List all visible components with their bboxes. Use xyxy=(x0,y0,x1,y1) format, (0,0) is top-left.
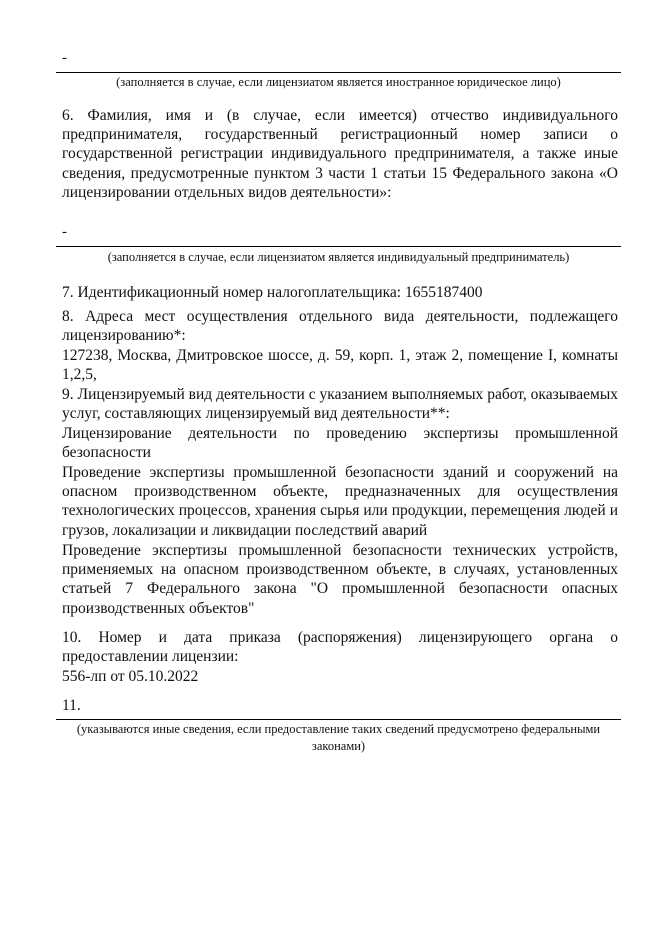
sec8-address: 127238, Москва, Дмитровское шоссе, д. 59, корп. 1, этаж 2, помещение I, комнаты 1,2,5, xyxy=(62,347,618,384)
sec5-rule xyxy=(56,72,621,73)
sec11-rule xyxy=(56,719,621,720)
sec11-number: 11. xyxy=(62,697,81,714)
sec5-note: (заполняется в случае, если лицензиатом является иностранное юридическое лицо) xyxy=(116,75,561,89)
sec9-heading: 9. Лицензируемый вид деятельности с указанием выполняемых работ, оказываемых услуг, составляющих лицензируемый вид деятельности**: xyxy=(62,386,618,423)
sec6-rule xyxy=(56,246,621,247)
sec6-heading: 6. Фамилия, имя и (в случае, если имеется) отчество индивидуального предпринимателя, государственный регистрационный номер записи о государственной регистрации индивидуального предпринимателя, а также иные сведения, предусмотренные пунктом 3 части 1 статьи 15 Федерального закона «О лицензировании отдельных видов деятельности»: xyxy=(62,107,618,201)
sec5-value: - xyxy=(62,50,67,66)
sec9-item-2: Проведение экспертизы промышленной безопасности зданий и сооружений на опасном производственном объекте, предназначенных для осуществления технологических процессов, хранения сырья или продукции, перемещения людей и грузов, локализации и ликвидации последствий аварий xyxy=(62,464,618,539)
sec9-item-1: Лицензирование деятельности по проведению экспертизы промышленной безопасности xyxy=(62,425,618,462)
sec7-inn: 7. Идентификационный номер налогоплательщика: 1655187400 xyxy=(62,284,483,301)
sec9-item-3: Проведение экспертизы промышленной безопасности технических устройств, применяемых на опасном производственном объекте, в случаях, установленных статьей 7 Федерального закона "О промышленной безопасности опасных производственных объектов" xyxy=(62,542,618,617)
sec8-heading: 8. Адреса мест осуществления отдельного вида деятельности, подлежащего лицензированию*: xyxy=(62,308,618,345)
sec6-value: - xyxy=(62,224,67,240)
sec6-note: (заполняется в случае, если лицензиатом является индивидуальный предприниматель) xyxy=(107,250,570,264)
sec10-heading: 10. Номер и дата приказа (распоряжения) лицензирующего органа о предоставлении лицензии: xyxy=(62,629,618,666)
sec11-note: (указываются иные сведения, если предоставление таких сведений предусмотрено федеральными законами) xyxy=(76,722,601,753)
sec10-order: 556-лп от 05.10.2022 xyxy=(62,668,199,685)
